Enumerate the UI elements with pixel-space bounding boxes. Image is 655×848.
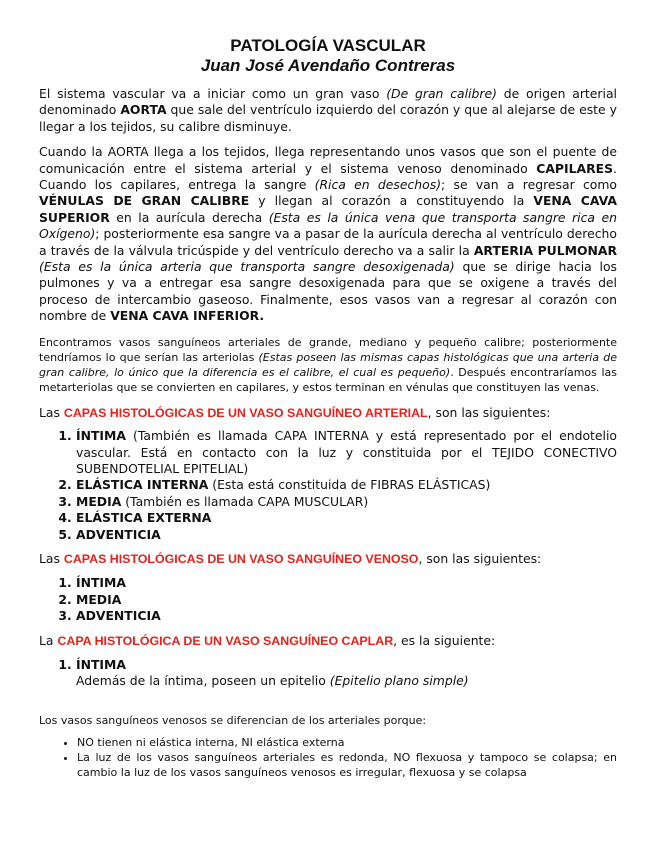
venous-layers-heading: Las CAPAS HISTOLÓGICAS DE UN VASO SANGUÍNEO VENOSO, son las siguientes:	[39, 550, 542, 566]
capillary-layer-heading: La CAPA HISTOLÓGICA DE UN VASO SANGUÍNEO CAPLAR, es la siguiente:	[39, 632, 496, 648]
list-item: 3. ADVENTICIA	[76, 608, 617, 624]
list-item: 2. ELÁSTICA INTERNA (Esta está constituida de FIBRAS ELÁSTICAS)	[76, 477, 617, 493]
list-item: 3. MEDIA (También es llamada CAPA MUSCULAR)	[76, 494, 617, 510]
list-item: 2. MEDIA	[76, 592, 617, 608]
capillary-note: Además de la íntima, poseen un epitelio (Epitelio plano simple)	[76, 673, 469, 689]
differences-list	[39, 735, 617, 780]
circulation-paragraph: Cuando la AORTA llega a los tejidos, llega representando unos vasos que son el puente de comunicación entre el sistema arterial y el sistema venoso denominado CAPILARES. Cuando los capilares, entrega la sangre (Rica en desechos); se van a regresar como VÉNULAS DE GRAN CALIBRE y llegan al corazón a constituyendo la VENA CAVA SUPERIOR en la aurícula derecha (Esta es la única vena que transporta sangre rica en Oxígeno); posteriormente esa sangre va a pasar de la aurícula derecha al ventrículo derecho a través de la válvula tricúspide y del ventrículo derecho va a salir la ARTERIA PULMONAR (Esta es la única arteria que transporta sangre desoxigenada) que se dirige hacia los pulmones y va a entregar esa sangre desoxigenada para que se oxigene a través del proceso de intercambio gaseoso. Finalmente, esos vasos van a regresar al corazón con nombre de VENA CAVA INFERIOR.	[39, 144, 618, 324]
differences-intro: Los vasos sanguíneos venosos se diferencian de los arteriales porque:	[39, 713, 427, 727]
list-item: 1. ÍNTIMA (También es llamada CAPA INTERNA y está representado por el endotelio vascular. Está en contacto con la luz y constituida por el TEJIDO CONECTIVO SUBENDOTELIAL EPITELIAL)	[76, 428, 617, 477]
list-item: 1. ÍNTIMA Además de la íntima, poseen un epitelio (Epitelio plano simple)	[76, 657, 617, 690]
list-item: 1. ÍNTIMA	[76, 575, 617, 591]
arterial-layers-list	[39, 428, 617, 543]
document-title: PATOLOGÍA VASCULAR	[230, 36, 426, 55]
arterial-layers-heading: Las CAPAS HISTOLÓGICAS DE UN VASO SANGUÍNEO ARTERIAL, son las siguientes:	[39, 404, 551, 420]
intro-paragraph: El sistema vascular va a iniciar como un gran vaso (De gran calibre) de origen arterial denominado AORTA que sale del ventrículo izquierdo del corazón y que al alejarse de este y llegar a los tejidos, su calibre disminuye.	[39, 86, 617, 134]
venous-layers-list	[39, 575, 617, 624]
author-name: Juan José Avendaño Contreras	[200, 56, 456, 75]
list-item: 4. ELÁSTICA EXTERNA	[76, 510, 617, 526]
vessels-paragraph: Encontramos vasos sanguíneos arteriales de grande, mediano y pequeño calibre; posteriormente tendríamos lo que serían las arteriolas (Estas poseen las mismas capas histológicas que una arteria de gran calibre, lo único que la diferencia es el calibre, el cual es pequeño). Después encontraríamos las metarteriolas que se convierten en capilares, y estos terminan en vénulas que constituyen las venas.	[39, 335, 617, 394]
capillary-layer-list	[39, 657, 617, 690]
list-item: 5. ADVENTICIA	[76, 527, 617, 543]
list-item: • La luz de los vasos sanguíneos arteriales es redonda, NO flexuosa y tampoco se colapsa; en cambio la luz de los vasos sanguíneos venosos es irregular, flexuosa y se colapsa	[77, 750, 617, 780]
list-item: • NO tienen ni elástica interna, NI elástica externa	[77, 735, 617, 750]
document-page	[39, 36, 617, 780]
